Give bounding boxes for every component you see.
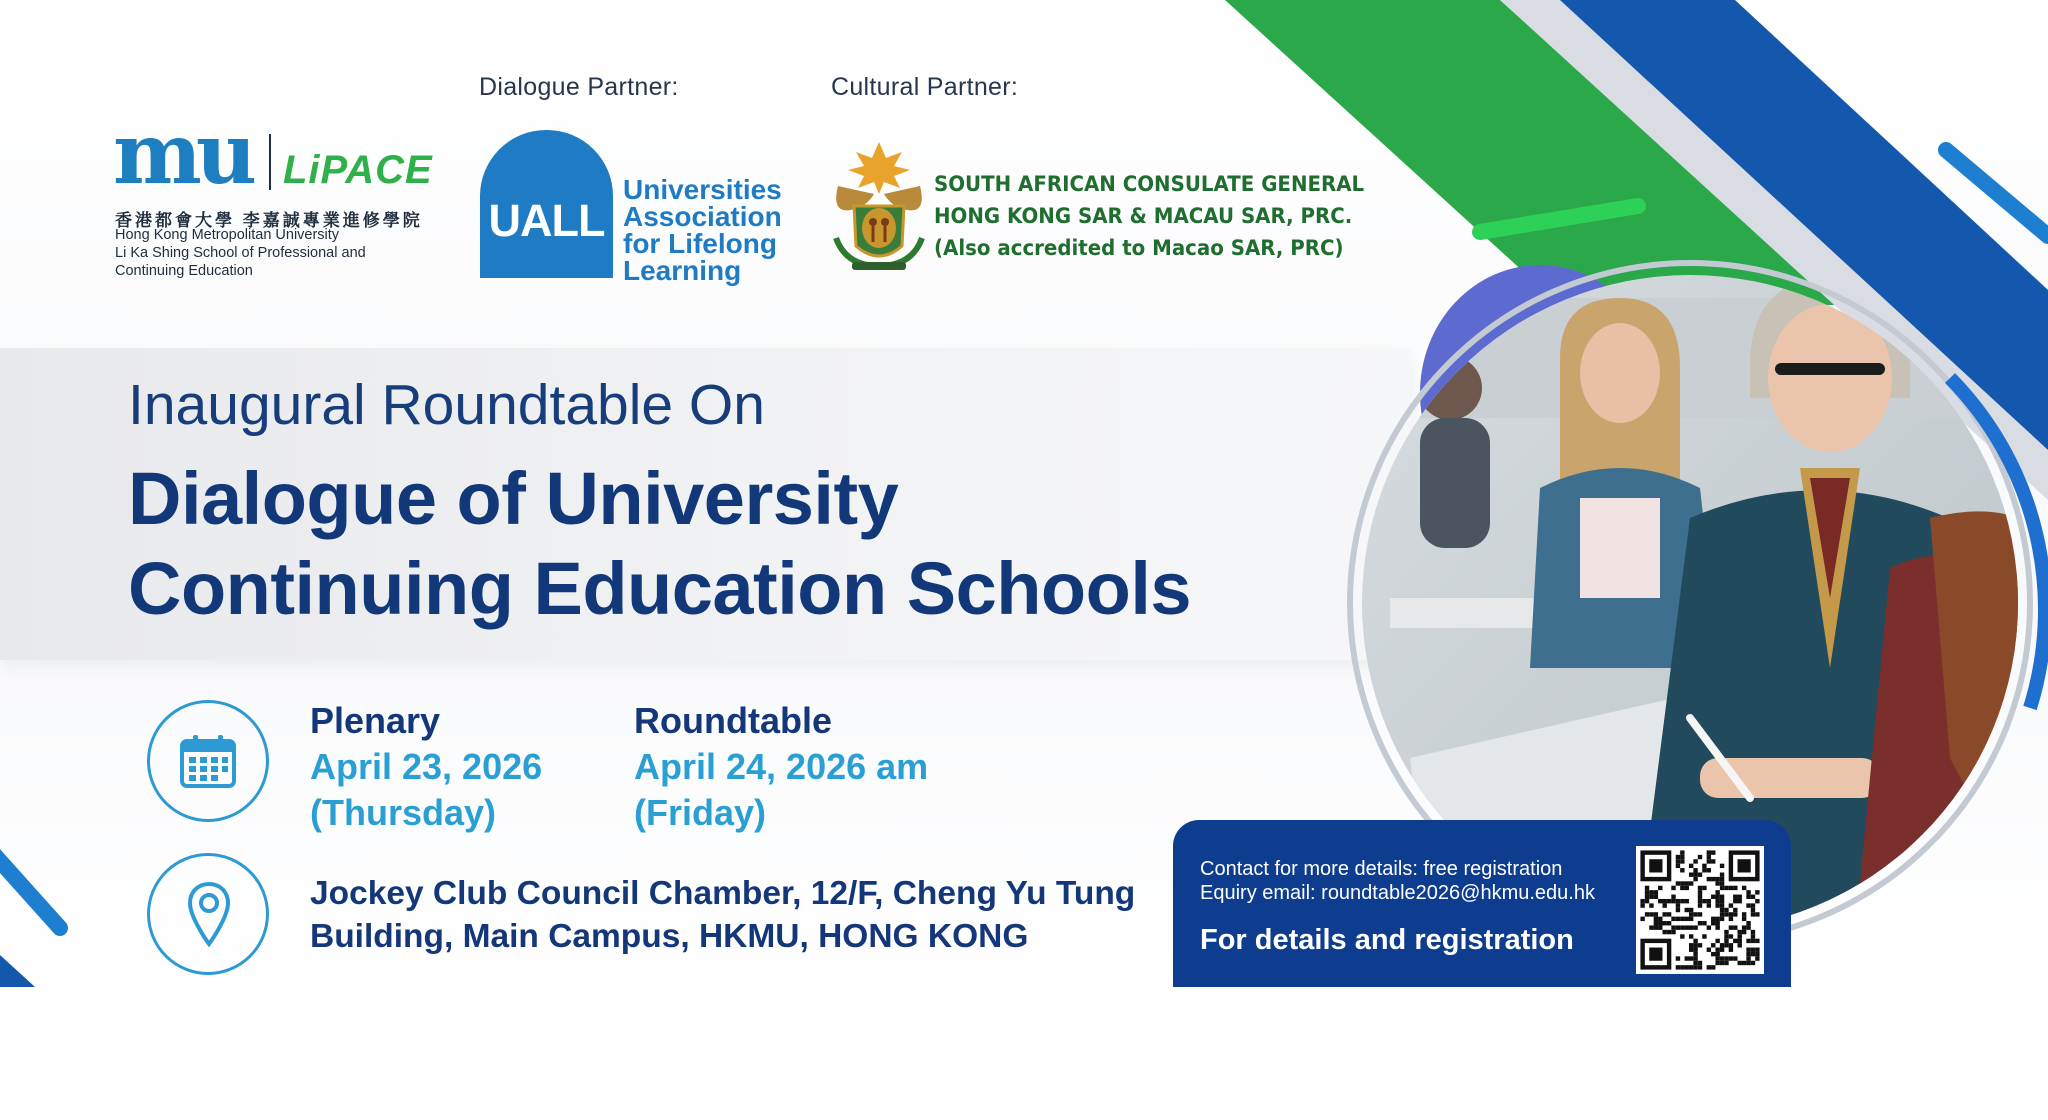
contact-line-1: Contact for more details: free registration [1200,858,1563,880]
venue-line-1: Jockey Club Council Chamber, 12/F, Cheng Yu Tung [310,875,1136,912]
uall-line-1: Universities [623,174,782,205]
registration-cta[interactable]: For details and registration [1200,924,1574,956]
event-subtitle: Inaugural Roundtable On [128,373,765,437]
blue-dash-left [0,850,60,928]
event-title-line-1: Dialogue of University [128,457,899,540]
plenary-label: Plenary [310,700,441,741]
location-pin-icon [186,880,232,950]
venue-line-2: Building, Main Campus, HKMU, HONG KONG [310,918,1029,955]
dialogue-partner-label: Dialogue Partner: [479,73,679,101]
roundtable-label: Roundtable [634,700,832,741]
uall-line-2: Association [623,201,782,232]
calendar-icon [179,732,237,790]
roundtable-day: (Friday) [634,792,767,833]
hkmu-lipace-logo [113,104,433,288]
mu-mark-text: mu [113,104,251,203]
contact-box [1173,820,1791,987]
contact-email[interactable]: Equiry email: roundtable2026@hkmu.edu.hk [1200,882,1595,904]
hkmu-english-name-2: Li Ka Shing School of Professional and [115,245,366,261]
sa-consulate-logo [828,138,1365,278]
uall-badge [480,130,613,278]
logo-divider [269,134,271,190]
mu-logo-mark [113,104,251,203]
roundtable-date: April 24, 2026 am [634,746,929,787]
consulate-line-3: (Also accredited to Macao SAR, PRC) [934,236,1344,261]
lipace-wordmark: LiPACE [283,148,433,192]
hkmu-english-name-3: Continuing Education [115,263,253,279]
uall-line-3: for Lifelong [623,228,777,259]
event-title-line-2: Continuing Education Schools [128,547,1192,630]
cultural-partner-label: Cultural Partner: [831,73,1019,101]
consulate-line-2: HONG KONG SAR & MACAU SAR, PRC. [934,204,1353,229]
qr-code[interactable] [1636,846,1764,974]
hkmu-english-name-1: Hong Kong Metropolitan University [115,227,340,243]
plenary-date: April 23, 2026 [310,746,543,787]
uall-logo [480,128,800,288]
location-icon-ring [147,853,269,975]
hkmu-chinese-name: 香港都會大學 李嘉誠專業進修學院 [115,211,423,230]
coat-of-arms-icon [828,138,930,274]
uall-badge-text: UALL [488,195,605,246]
uall-line-4: Learning [623,255,742,286]
plenary-day: (Thursday) [310,792,497,833]
blue-corner-left [0,955,35,987]
consulate-line-1: SOUTH AFRICAN CONSULATE GENERAL [934,172,1365,197]
calendar-icon-ring [147,700,269,822]
